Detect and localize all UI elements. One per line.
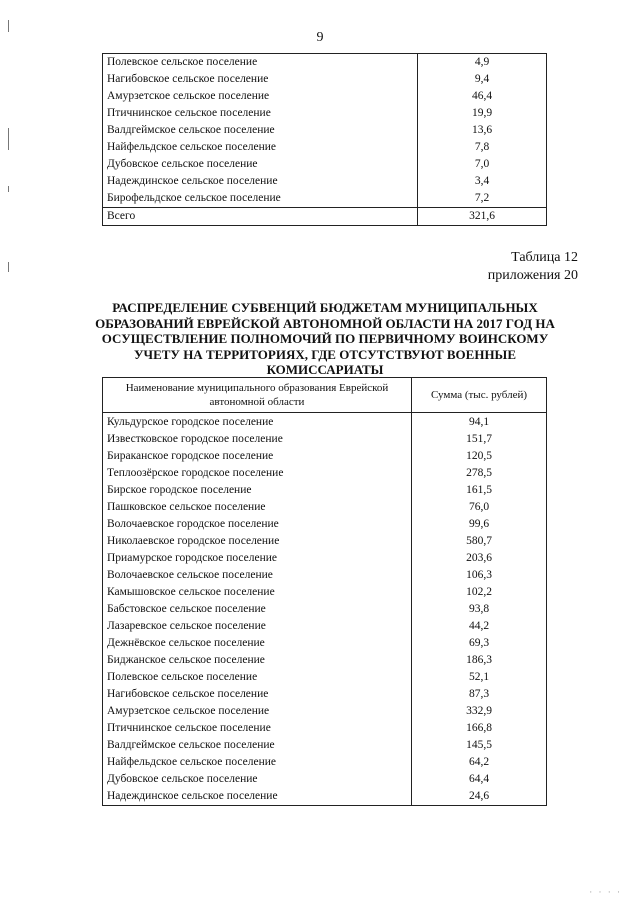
table-row (103, 601, 547, 618)
row-value: 99,6 (412, 516, 547, 533)
row-name: Пашковское сельское поселение (103, 499, 412, 516)
row-name: Кульдурское городское поселение (103, 413, 412, 432)
row-name: Птичнинское сельское поселение (103, 720, 412, 737)
subvention-table-body (103, 413, 547, 806)
margin-mark (8, 262, 9, 272)
table-row (103, 88, 547, 105)
table-row (103, 71, 547, 88)
row-value: 120,5 (412, 448, 547, 465)
row-name: Полевское сельское поселение (103, 669, 412, 686)
row-name: Камышовское сельское поселение (103, 584, 412, 601)
subvention-table (102, 377, 547, 806)
table-header-row (103, 378, 547, 413)
row-name: Птичнинское сельское поселение (103, 105, 418, 122)
top-table-body (103, 54, 547, 226)
row-name: Валдгеймское сельское поселение (103, 737, 412, 754)
margin-mark (8, 128, 9, 150)
row-value: 24,6 (412, 788, 547, 806)
row-name: Бабстовское сельское поселение (103, 601, 412, 618)
top-table (102, 53, 547, 226)
row-name: Лазаревское сельское поселение (103, 618, 412, 635)
table-row (103, 652, 547, 669)
row-value: 94,1 (412, 413, 547, 432)
scan-artifact: · · · · (589, 887, 622, 897)
table-row (103, 448, 547, 465)
table-row (103, 413, 547, 432)
table-row (103, 54, 547, 72)
row-value: 4,9 (418, 54, 547, 72)
row-value: 19,9 (418, 105, 547, 122)
row-name: Надеждинское сельское поселение (103, 788, 412, 806)
row-name: Бирское городское поселение (103, 482, 412, 499)
row-name: Нагибовское сельское поселение (103, 71, 418, 88)
row-name: Биджанское сельское поселение (103, 652, 412, 669)
row-name: Бирофельдское сельское поселение (103, 190, 418, 208)
table-row (103, 669, 547, 686)
table-row (103, 584, 547, 601)
row-name: Дубовское сельское поселение (103, 771, 412, 788)
row-value: 87,3 (412, 686, 547, 703)
row-name: Волочаевское городское поселение (103, 516, 412, 533)
table-row (103, 771, 547, 788)
table-row (103, 788, 547, 806)
row-name: Дежнёвское сельское поселение (103, 635, 412, 652)
row-value: 9,4 (418, 71, 547, 88)
total-row (103, 208, 547, 226)
table-row (103, 499, 547, 516)
row-name: Николаевское городское поселение (103, 533, 412, 550)
row-value: 93,8 (412, 601, 547, 618)
row-value: 64,2 (412, 754, 547, 771)
row-name: Известковское городское поселение (103, 431, 412, 448)
total-label: Всего (103, 208, 418, 226)
row-value: 203,6 (412, 550, 547, 567)
table-row (103, 105, 547, 122)
table-row (103, 550, 547, 567)
row-value: 186,3 (412, 652, 547, 669)
row-value: 46,4 (418, 88, 547, 105)
row-name: Теплоозёрское городское поселение (103, 465, 412, 482)
row-name: Волочаевское сельское поселение (103, 567, 412, 584)
row-value: 151,7 (412, 431, 547, 448)
table-row (103, 618, 547, 635)
table-row (103, 686, 547, 703)
row-name: Нагибовское сельское поселение (103, 686, 412, 703)
row-value: 64,4 (412, 771, 547, 788)
row-value: 161,5 (412, 482, 547, 499)
document-heading: РАСПРЕДЕЛЕНИЕ СУБВЕНЦИЙ БЮДЖЕТАМ МУНИЦИПАЛЬНЫХ ОБРАЗОВАНИЙ ЕВРЕЙСКОЙ АВТОНОМНОЙ ОБЛАСТИ НА 2017 ГОД НА ОСУЩЕСТВЛЕНИЕ ПОЛНОМОЧИЙ ПО ПЕРВИЧНОМУ ВОИНСКОМУ УЧЕТУ НА ТЕРРИТОРИЯХ, ГДЕ ОТСУТСТВУЮТ ВОЕННЫЕ КОМИССАРИАТЫ (95, 300, 555, 377)
table-label-line2: приложения 20 (487, 268, 578, 283)
table-row (103, 737, 547, 754)
row-name: Бираканское городское поселение (103, 448, 412, 465)
margin-mark (8, 186, 9, 192)
table-row (103, 173, 547, 190)
table-row (103, 122, 547, 139)
row-name: Амурзетское сельское поселение (103, 88, 418, 105)
table-row (103, 431, 547, 448)
column-header-name: Наименование муниципального образования Еврейской автономной области (103, 378, 412, 413)
table-row (103, 516, 547, 533)
table-label-line1: Таблица 12 (511, 250, 578, 265)
row-value: 7,2 (418, 190, 547, 208)
row-value: 52,1 (412, 669, 547, 686)
row-name: Полевское сельское поселение (103, 54, 418, 72)
row-value: 7,0 (418, 156, 547, 173)
row-name: Найфельдское сельское поселение (103, 754, 412, 771)
row-value: 13,6 (418, 122, 547, 139)
table-row (103, 703, 547, 720)
row-name: Дубовское сельское поселение (103, 156, 418, 173)
table-row (103, 156, 547, 173)
row-name: Найфельдское сельское поселение (103, 139, 418, 156)
row-name: Надеждинское сельское поселение (103, 173, 418, 190)
table-row (103, 139, 547, 156)
row-value: 332,9 (412, 703, 547, 720)
table-row (103, 635, 547, 652)
row-name: Валдгеймское сельское поселение (103, 122, 418, 139)
table-row (103, 465, 547, 482)
row-value: 7,8 (418, 139, 547, 156)
table-row (103, 567, 547, 584)
total-value: 321,6 (418, 208, 547, 226)
column-header-sum: Сумма (тыс. рублей) (412, 378, 547, 413)
table-row (103, 190, 547, 208)
table-row (103, 720, 547, 737)
row-value: 3,4 (418, 173, 547, 190)
row-value: 580,7 (412, 533, 547, 550)
row-value: 69,3 (412, 635, 547, 652)
table-row (103, 754, 547, 771)
row-value: 102,2 (412, 584, 547, 601)
row-name: Приамурское городское поселение (103, 550, 412, 567)
row-value: 106,3 (412, 567, 547, 584)
row-value: 145,5 (412, 737, 547, 754)
row-name: Амурзетское сельское поселение (103, 703, 412, 720)
row-value: 278,5 (412, 465, 547, 482)
row-value: 76,0 (412, 499, 547, 516)
table-label (488, 249, 578, 285)
page-number: 9 (316, 30, 324, 45)
row-value: 44,2 (412, 618, 547, 635)
table-row (103, 533, 547, 550)
table-row (103, 482, 547, 499)
row-value: 166,8 (412, 720, 547, 737)
